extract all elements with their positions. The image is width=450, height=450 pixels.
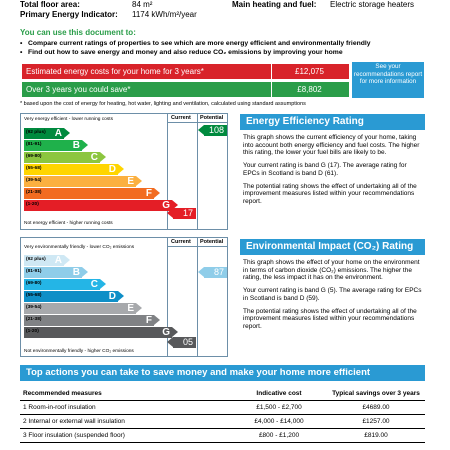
band-letter: F bbox=[145, 315, 152, 326]
rating-band-c bbox=[24, 152, 100, 163]
cost-cell: £4,000 - £14,000 bbox=[231, 415, 327, 429]
ei-current-rating-arrow bbox=[173, 337, 196, 348]
rating-band-e bbox=[24, 176, 136, 187]
band-range: (1-20) bbox=[26, 329, 39, 334]
ee-potential-rating-arrow bbox=[204, 125, 227, 136]
band-range: (39-54) bbox=[26, 178, 42, 183]
rating-band-b bbox=[24, 267, 82, 278]
indicator-label: Primary Energy Indicator: bbox=[20, 10, 118, 19]
band-letter: B bbox=[72, 140, 80, 151]
heating-value: Electric storage heaters bbox=[330, 0, 415, 9]
energy-efficiency-chart bbox=[20, 113, 228, 230]
rating-band-d bbox=[24, 164, 118, 175]
estimated-costs-value: £12,075 bbox=[295, 67, 324, 76]
actions-table bbox=[20, 386, 425, 443]
rating-band-g bbox=[24, 200, 172, 211]
rating-band-e bbox=[24, 303, 136, 314]
band-range: (55-68) bbox=[26, 166, 42, 171]
environmental-impact-text bbox=[243, 259, 425, 336]
band-letter: F bbox=[145, 188, 152, 199]
band-letter: G bbox=[162, 200, 170, 211]
band-range: (55-68) bbox=[26, 293, 42, 298]
table-row bbox=[20, 401, 425, 415]
band-letter: D bbox=[108, 291, 116, 302]
band-range: (81-91) bbox=[26, 269, 42, 274]
table-row bbox=[20, 429, 425, 443]
band-range: (92 plus) bbox=[26, 257, 46, 262]
bullet-item: • Compare current ratings of properties to see which are more energy efficient and environmentally friendly bbox=[20, 39, 420, 48]
band-range: (69-80) bbox=[26, 281, 42, 286]
band-letter: E bbox=[127, 303, 134, 314]
savings-label: Over 3 years you could save* bbox=[26, 85, 131, 94]
ei-current-rating-value: 05 bbox=[182, 337, 193, 347]
measure-cell: 1 Room-in-roof insulation bbox=[20, 401, 231, 415]
table-row bbox=[20, 415, 425, 429]
bullet-item: • Find out how to save energy and money and also reduce CO₂ emissions by improving your home bbox=[20, 48, 420, 57]
ei-potential-rating-value: 87 bbox=[213, 267, 224, 277]
environmental-impact-chart bbox=[20, 237, 228, 357]
environmental-impact-heading: Environmental Impact (CO₂) Rating bbox=[240, 239, 425, 255]
band-range: (39-54) bbox=[26, 305, 42, 310]
ei-top-note: Very environmentally friendly - lower CO₂ emissions bbox=[24, 245, 135, 250]
ei-potential-rating-arrow bbox=[204, 267, 227, 278]
energy-efficiency-heading: Energy Efficiency Rating bbox=[240, 114, 425, 130]
band-letter: C bbox=[90, 279, 98, 290]
floor-area-label: Total floor area: bbox=[20, 0, 80, 9]
floor-area-value: 84 m² bbox=[132, 0, 153, 9]
estimated-costs-bar bbox=[22, 64, 349, 79]
heating-label: Main heating and fuel: bbox=[232, 0, 317, 9]
ee-paragraph: Your current rating is band G (17). The average rating for EPCs in Scotland is band D (61). bbox=[243, 162, 407, 177]
measure-cell: 3 Floor insulation (suspended floor) bbox=[20, 429, 231, 443]
ei-paragraph: This graph shows the effect of your home on the environment in terms of carbon dioxide (CO₂) emissions. The higher the rating, the less impact it has on the environment. bbox=[243, 259, 420, 282]
rating-band-f bbox=[24, 315, 154, 326]
table-header: Typical savings over 3 years bbox=[327, 386, 425, 401]
band-range: (1-20) bbox=[26, 202, 39, 207]
savings-bar bbox=[22, 82, 349, 97]
band-letter: D bbox=[108, 164, 116, 175]
potential-column-header: Potential bbox=[200, 115, 224, 121]
band-letter: A bbox=[54, 255, 62, 266]
indicator-value: 1174 kWh/m²/year bbox=[132, 10, 197, 19]
band-letter: G bbox=[162, 327, 170, 338]
potential-column-header: Potential bbox=[200, 239, 224, 245]
see-recommendations-box: See your recommendations report for more information bbox=[352, 62, 424, 98]
ee-current-rating-value: 17 bbox=[182, 208, 193, 218]
band-letter: A bbox=[54, 128, 62, 139]
savings-cell: £1257.00 bbox=[327, 415, 425, 429]
floor-area-row bbox=[20, 0, 80, 10]
ei-paragraph: Your current rating is band G (5). The average rating for EPCs in Scotland is band D (59). bbox=[243, 287, 422, 302]
cost-cell: £800 - £1,200 bbox=[231, 429, 327, 443]
band-range: (81-91) bbox=[26, 142, 42, 147]
top-actions-heading: Top actions you can take to save money and make your home more efficient bbox=[20, 365, 425, 381]
cost-cell: £1,500 - £2,700 bbox=[231, 401, 327, 415]
ee-bottom-note: Not energy efficient - higher running costs bbox=[24, 221, 113, 226]
band-letter: C bbox=[90, 152, 98, 163]
band-range: (92 plus) bbox=[26, 130, 46, 135]
savings-cell: £4689.00 bbox=[327, 401, 425, 415]
ee-potential-rating-value: 108 bbox=[208, 125, 224, 135]
rating-band-g bbox=[24, 327, 172, 338]
ei-bottom-note: Not environmentally friendly - higher CO₂ emissions bbox=[24, 349, 134, 354]
band-letter: B bbox=[72, 267, 80, 278]
ei-paragraph: The potential rating shows the effect of undertaking all of the improvement measures listed within your recommendations report. bbox=[243, 307, 417, 330]
ee-current-rating-arrow bbox=[173, 208, 196, 219]
savings-cell: £819.00 bbox=[327, 429, 425, 443]
ee-paragraph: This graph shows the current efficiency of your home, taking into account both energy efficiency and fuel costs. The higher this rating, the lower your fuel bills are likely to be. bbox=[243, 134, 420, 157]
band-range: (69-80) bbox=[26, 154, 42, 159]
use-document-title: You can use this document to: bbox=[20, 28, 136, 37]
table-header: Recommended measures bbox=[20, 386, 231, 401]
rating-band-a bbox=[24, 128, 64, 139]
rating-band-c bbox=[24, 279, 100, 290]
current-column-header: Current bbox=[171, 239, 191, 245]
cost-footnote: * based upon the cost of energy for heating, hot water, lighting and ventilation, calculated using standard assumptions bbox=[20, 101, 306, 107]
ee-paragraph: The potential rating shows the effect of undertaking all of the improvement measures listed within your recommendations report. bbox=[243, 182, 417, 205]
estimated-costs-label: Estimated energy costs for your home for 3 years* bbox=[26, 67, 204, 76]
ee-top-note: Very energy efficient - lower running costs bbox=[24, 117, 113, 122]
table-header: Indicative cost bbox=[231, 386, 327, 401]
current-column-header: Current bbox=[171, 115, 191, 121]
rating-band-f bbox=[24, 188, 154, 199]
rating-band-a bbox=[24, 255, 64, 266]
measure-cell: 2 Internal or external wall insulation bbox=[20, 415, 231, 429]
rating-band-d bbox=[24, 291, 118, 302]
band-letter: E bbox=[127, 176, 134, 187]
energy-efficiency-text bbox=[243, 134, 425, 211]
rating-band-b bbox=[24, 140, 82, 151]
band-range: (21-38) bbox=[26, 317, 42, 322]
savings-value: £8,802 bbox=[297, 85, 322, 94]
band-range: (21-38) bbox=[26, 190, 42, 195]
use-bullets bbox=[20, 39, 420, 57]
